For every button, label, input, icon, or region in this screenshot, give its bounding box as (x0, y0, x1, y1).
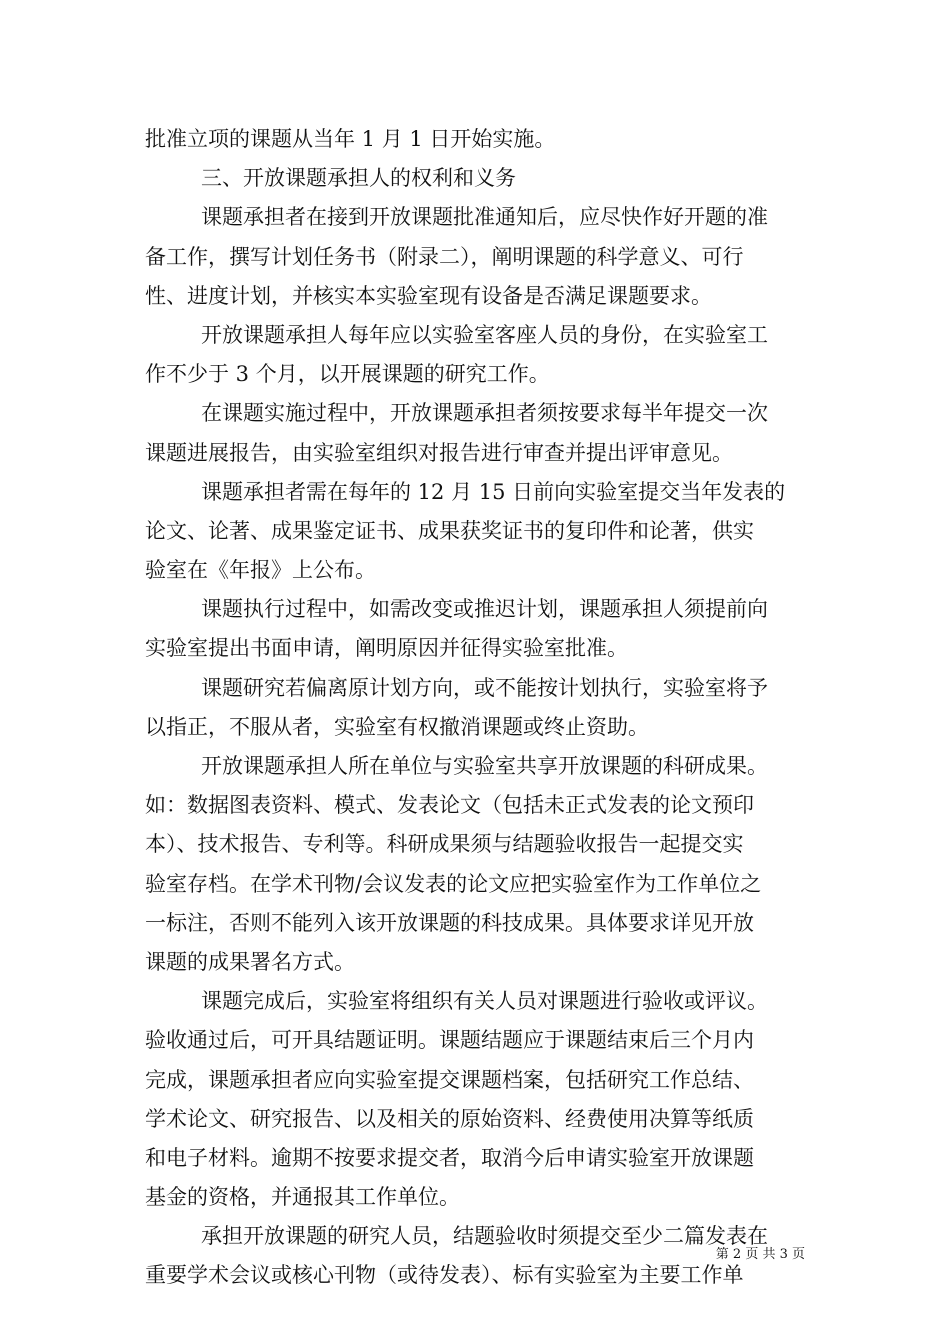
text-line: 课题研究若偏离原计划方向，或不能按计划执行，实验室将予 (201, 675, 768, 700)
text-line: 开放课题承担人所在单位与实验室共享开放课题的科研成果。 (201, 754, 768, 778)
text-line: 学术论文、研究报告、以及相关的原始资料、经费使用决算等纸质 (145, 1106, 754, 1131)
text-line: 验室存档。在学术刊物/会议发表的论文应把实验室作为工作单位之 (145, 871, 762, 896)
section-heading: 三、开放课题承担人的权利和义务 (201, 166, 516, 191)
text-line: 批准立项的课题从当年 1 月 1 日开始实施。 (145, 127, 556, 151)
page-number: 第 2 页 共 3 页 (715, 1247, 805, 1262)
text-line: 课题承担者需在每年的 12 月 15 日前向实验室提交当年发表的 (201, 479, 786, 504)
text-line: 基金的资格，并通报其工作单位。 (145, 1185, 460, 1210)
text-line: 如：数据图表资料、模式、发表论文（包括未正式发表的论文预印 (145, 793, 754, 818)
text-line: 承担开放课题的研究人员，结题验收时须提交至少二篇发表在 (201, 1224, 768, 1249)
text-line: 验收通过后，可开具结题证明。课题结题应于课题结束后三个月内 (145, 1028, 754, 1053)
text-line: 论文、论著、成果鉴定证书、成果获奖证书的复印件和论著，供实 (145, 518, 754, 543)
text-line: 本）、技术报告、专利等。科研成果须与结题验收报告一起提交实 (145, 832, 744, 857)
text-line: 性、进度计划，并核实本实验室现有设备是否满足课题要求。 (145, 283, 712, 308)
text-line: 验室在《年报》上公布。 (145, 558, 376, 583)
text-line: 重要学术会议或核心刊物（或待发表）、标有实验室为主要工作单 (145, 1263, 744, 1288)
text-line: 备工作，撰写计划任务书（附录二），阐明课题的科学意义、可行 (145, 244, 744, 269)
text-line: 课题执行过程中，如需改变或推迟计划，课题承担人须提前向 (201, 597, 768, 622)
text-line: 作不少于 3 个月，以开展课题的研究工作。 (145, 362, 550, 387)
text-line: 课题承担者在接到开放课题批准通知后，应尽快作好开题的准 (201, 205, 768, 230)
text-line: 在课题实施过程中，开放课题承担者须按要求每半年提交一次 (201, 401, 768, 426)
text-line: 一标注，否则不能列入该开放课题的科技成果。具体要求详见开放 (145, 910, 754, 935)
document-body (145, 120, 810, 1296)
text-line: 课题进展报告，由实验室组织对报告进行审查并提出评审意见。 (145, 440, 733, 465)
text-line: 课题完成后，实验室将组织有关人员对课题进行验收或评议。 (201, 989, 768, 1014)
text-line: 以指正，不服从者，实验室有权撤消课题或终止资助。 (145, 714, 649, 739)
text-line: 完成，课题承担者应向实验室提交课题档案，包括研究工作总结、 (145, 1067, 754, 1092)
text-line: 实验室提出书面申请，阐明原因并征得实验室批准。 (145, 636, 628, 661)
text-line: 课题的成果署名方式。 (145, 949, 355, 974)
text-line: 和电子材料。逾期不按要求提交者，取消今后申请实验室开放课题 (145, 1145, 754, 1170)
text-line: 开放课题承担人每年应以实验室客座人员的身份，在实验室工 (201, 322, 768, 347)
